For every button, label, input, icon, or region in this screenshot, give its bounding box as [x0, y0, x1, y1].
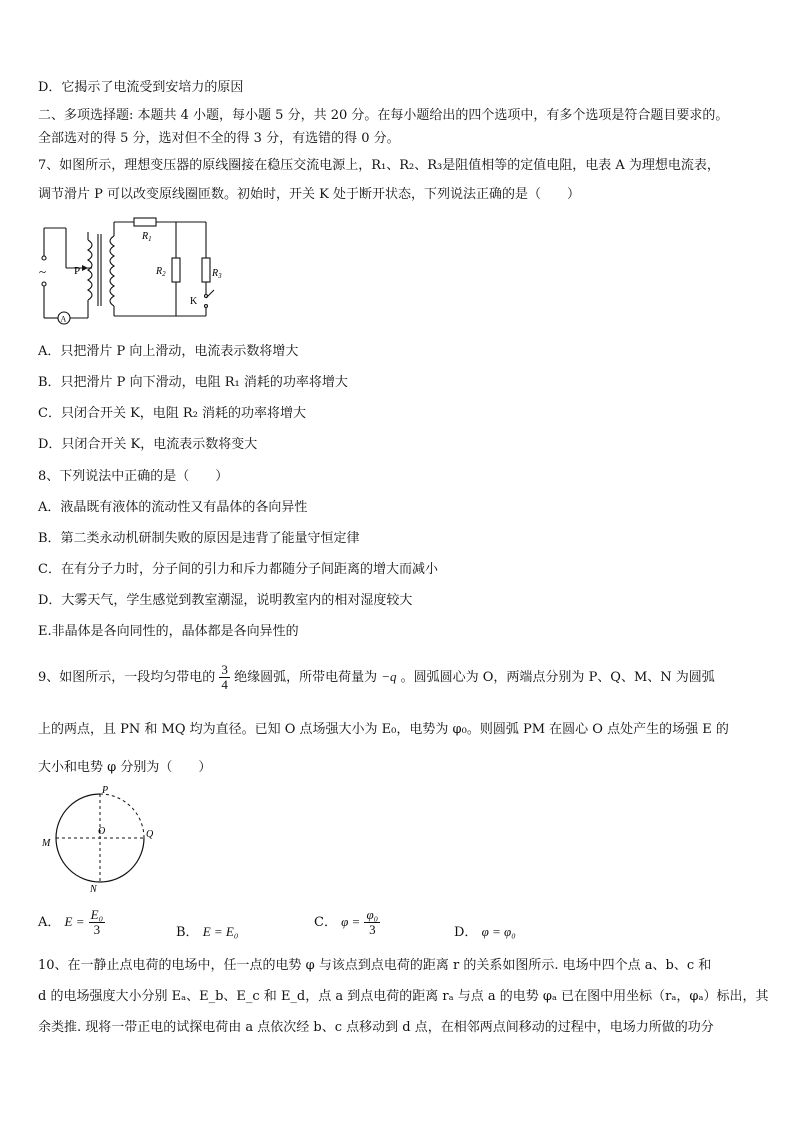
q9-fraction: $\frac{3}{4}$ — [221, 662, 228, 692]
label-p: P — [74, 265, 81, 277]
arc-label-o: O — [98, 826, 106, 837]
q7-stem-line2: 调节滑片 P 可以改变原线圈匝数。初始时，开关 K 处于断开状态，下列说法正确的是（ ） — [38, 187, 580, 202]
label-r3: $R_3$ — [212, 268, 222, 280]
arc-label-n: N — [90, 884, 97, 895]
section-heading-line1: 二、多项选择题: 本题共 4 小题，每小题 5 分，共 20 分。在每小题给出的四个选项中，有多个选项是符合题目要求的。 — [38, 108, 729, 123]
q9-text-part2: 绝缘圆弧，所带电荷量为 — [234, 670, 378, 685]
q9-charge: −q — [381, 669, 397, 684]
q8-option-c: C．在有分子力时，分子间的引力和斥力都随分子间距离的增大而减小 — [38, 562, 438, 577]
q9-option-b: B． E = E₀ — [176, 924, 239, 940]
q7-option-d: D．只闭合开关 K，电流表示数将变大 — [38, 437, 258, 452]
q8-stem: 8、下列说法中正确的是（ ） — [38, 469, 229, 484]
q9-text-part3: 。圆弧圆心为 O，两端点分别为 P、Q、M、N 为圆弧 — [400, 670, 715, 685]
label-r2: $R_2$ — [156, 266, 166, 278]
q9-option-d: D． φ = φ₀ — [454, 924, 516, 940]
q7-option-b: B．只把滑片 P 向下滑动，电阻 R₁ 消耗的功率将增大 — [38, 375, 348, 390]
arc-label-q: Q — [146, 829, 154, 840]
section-heading-line2: 全部选对的得 5 分，选对但不全的得 3 分，有选错的得 0 分。 — [38, 131, 400, 146]
q7-stem-line1: 7、如图所示，理想变压器的原线圈接在稳压交流电源上，R₁、R₂、R₃是阻值相等的定值电阻，电表 A 为理想电流表， — [38, 158, 720, 173]
q9-text-part1: 9、如图所示，一段均匀带电的 — [38, 670, 216, 685]
q10-stem-line3: 余类推. 现将一带正电的试探电荷由 a 点依次经 b、c 点移动到 d 点，在相邻两点间移动的过程中，电场力所做的功分 — [38, 1020, 714, 1035]
q9-option-a: A． E = $\frac{\text{E₀}}{3}$ — [38, 907, 104, 937]
source-symbol: ~ — [39, 264, 47, 279]
label-k: K — [190, 296, 198, 307]
q7-option-c: C．只闭合开关 K，电阻 R₂ 消耗的功率将增大 — [38, 406, 307, 421]
q8-option-a: A．液晶既有液体的流动性又有晶体的各向异性 — [38, 500, 308, 515]
q10-stem-line1: 10、在一静止点电荷的电场中，任一点的电势 φ 与该点到点电荷的距离 r 的关系如图所示. 电场中四个点 a、b、c 和 — [38, 958, 712, 973]
q8-option-e: E.非晶体是各向同性的，晶体都是各向异性的 — [38, 624, 299, 639]
q10-stem-line2: d 的电场强度大小分别 Eₐ、E_b、E_c 和 E_d，点 a 到点电荷的距离 rₐ 与点 a 的电势 φₐ 已在图中用坐标（rₐ，φₐ）标出，其 — [38, 989, 769, 1004]
label-r1: $R_1$ — [142, 231, 152, 243]
ammeter-label: A — [60, 314, 67, 324]
q9-stem-line3: 大小和电势 φ 分别为（ ） — [38, 760, 212, 775]
q8-option-b: B．第二类永动机研制失败的原因是违背了能量守恒定律 — [38, 531, 360, 546]
q7-circuit-figure — [36, 212, 222, 330]
q9-stem-line1 — [38, 662, 715, 693]
q9-arc-figure — [36, 784, 166, 896]
q9-option-c: C． φ = $\frac{\text{φ₀}}{3}$ — [314, 907, 379, 937]
q6-option-d: D．它揭示了电流受到安培力的原因 — [38, 80, 244, 95]
q7-option-a: A．只把滑片 P 向上滑动，电流表示数将增大 — [38, 344, 299, 359]
arc-label-p: P — [102, 785, 109, 796]
q9-stem-line2: 上的两点，且 PN 和 MQ 均为直径。已知 O 点场强大小为 E₀，电势为 φ₀。则圆弧 PM 在圆心 O 点处产生的场强 E 的 — [38, 722, 729, 737]
arc-label-m: M — [42, 838, 51, 849]
q8-option-d: D．大雾天气，学生感觉到教室潮湿，说明教室内的相对湿度较大 — [38, 593, 413, 608]
